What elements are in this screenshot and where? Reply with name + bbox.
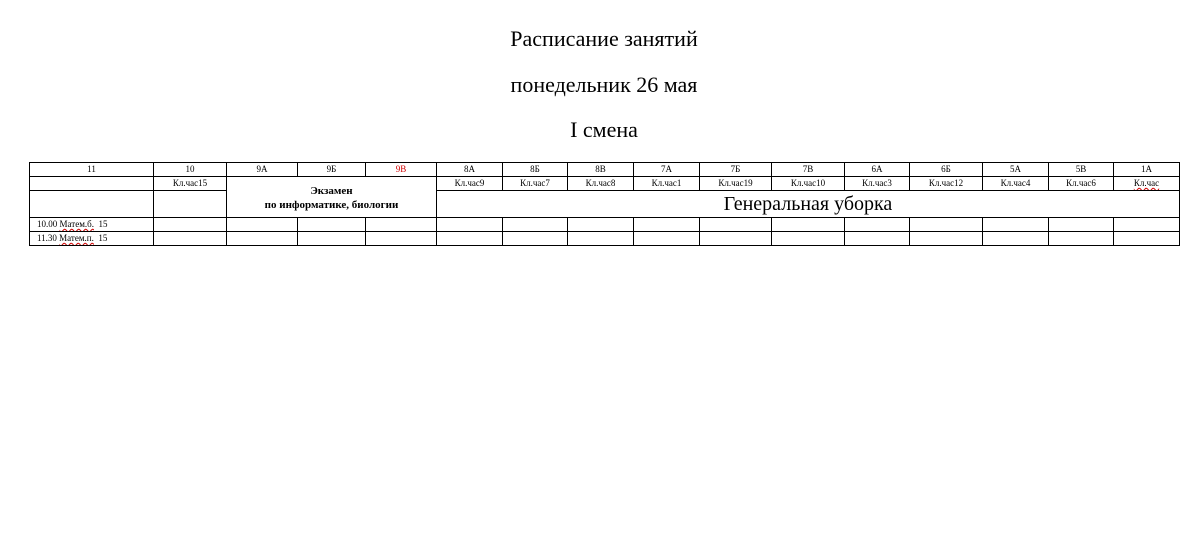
empty-cell (1114, 232, 1180, 246)
empty-cell (227, 232, 298, 246)
page-title: Расписание занятий (510, 26, 698, 51)
empty-cell (437, 218, 503, 232)
empty-cell (634, 218, 700, 232)
subject-text: Матем.б. (59, 219, 94, 229)
empty-cell (437, 232, 503, 246)
empty-cell (910, 218, 983, 232)
class-hour-text: Кл.час (1133, 178, 1160, 188)
exam-subjects: по информатике, биологии (264, 198, 399, 211)
empty-cell (910, 232, 983, 246)
empty-cell (366, 218, 437, 232)
empty-cell (366, 232, 437, 246)
exam-cell (227, 177, 437, 218)
exam-title: Экзамен (310, 184, 353, 197)
empty-cell (634, 232, 700, 246)
class-header-cell: 6Б (910, 163, 983, 177)
class-hour-cell: Кл.час4 (983, 177, 1049, 191)
class-header-cell: 8Б (503, 163, 568, 177)
empty-cell (700, 232, 772, 246)
class-header-cell: 11 (30, 163, 154, 177)
empty-cell (30, 177, 154, 191)
lesson-cell: 10.00 Матем.б. 15 (30, 218, 154, 232)
class-hour-cell: Кл.час19 (700, 177, 772, 191)
empty-cell (700, 218, 772, 232)
empty-cell (1114, 218, 1180, 232)
empty-cell (154, 191, 227, 218)
empty-cell (154, 232, 227, 246)
class-hour-cell: Кл.час6 (1049, 177, 1114, 191)
empty-cell (568, 218, 634, 232)
class-header-cell: 5А (983, 163, 1049, 177)
class-header-cell: 8В (568, 163, 634, 177)
class-header-cell: 8А (437, 163, 503, 177)
class-hour-cell: Кл.час1 (634, 177, 700, 191)
empty-cell (30, 191, 154, 218)
empty-cell (845, 232, 910, 246)
class-hour-cell: Кл.час3 (845, 177, 910, 191)
class-header-cell: 7В (772, 163, 845, 177)
class-hour-cell (1114, 177, 1180, 191)
empty-cell (1049, 232, 1114, 246)
cleaning-cell: Генеральная уборка (437, 191, 1180, 218)
class-hour-cell: Кл.час12 (910, 177, 983, 191)
lesson-row (30, 232, 1180, 246)
class-hour-cell: Кл.час8 (568, 177, 634, 191)
class-header-cell: 9А (227, 163, 298, 177)
empty-cell (503, 218, 568, 232)
schedule-table (29, 162, 1180, 246)
subject-text: Матем.п. (59, 233, 94, 243)
class-header-cell: 9Б (298, 163, 366, 177)
class-hour-cell: Кл.час10 (772, 177, 845, 191)
class-hour-row (30, 177, 1180, 191)
empty-cell (1049, 218, 1114, 232)
empty-cell (772, 232, 845, 246)
empty-cell (298, 218, 366, 232)
shift-label: I смена (570, 117, 638, 142)
empty-cell (227, 218, 298, 232)
empty-cell (772, 218, 845, 232)
class-header-cell: 5В (1049, 163, 1114, 177)
empty-cell (845, 218, 910, 232)
class-hour-cell: Кл.час9 (437, 177, 503, 191)
class-header-cell: 6А (845, 163, 910, 177)
class-header-cell: 7Б (700, 163, 772, 177)
class-hour-cell: Кл.час15 (154, 177, 227, 191)
class-header-row (30, 163, 1180, 177)
class-header-cell: 1А (1114, 163, 1180, 177)
empty-cell (983, 232, 1049, 246)
empty-cell (983, 218, 1049, 232)
empty-cell (503, 232, 568, 246)
schedule-date: понедельник 26 мая (510, 72, 698, 97)
empty-cell (568, 232, 634, 246)
cleaning-row (30, 191, 1180, 218)
empty-cell (298, 232, 366, 246)
lesson-row (30, 218, 1180, 232)
class-header-cell-highlighted: 9В (366, 163, 437, 177)
empty-cell (154, 218, 227, 232)
class-header-cell: 10 (154, 163, 227, 177)
class-hour-cell: Кл.час7 (503, 177, 568, 191)
lesson-cell: 11.30 Матем.п. 15 (30, 232, 154, 246)
class-header-cell: 7А (634, 163, 700, 177)
